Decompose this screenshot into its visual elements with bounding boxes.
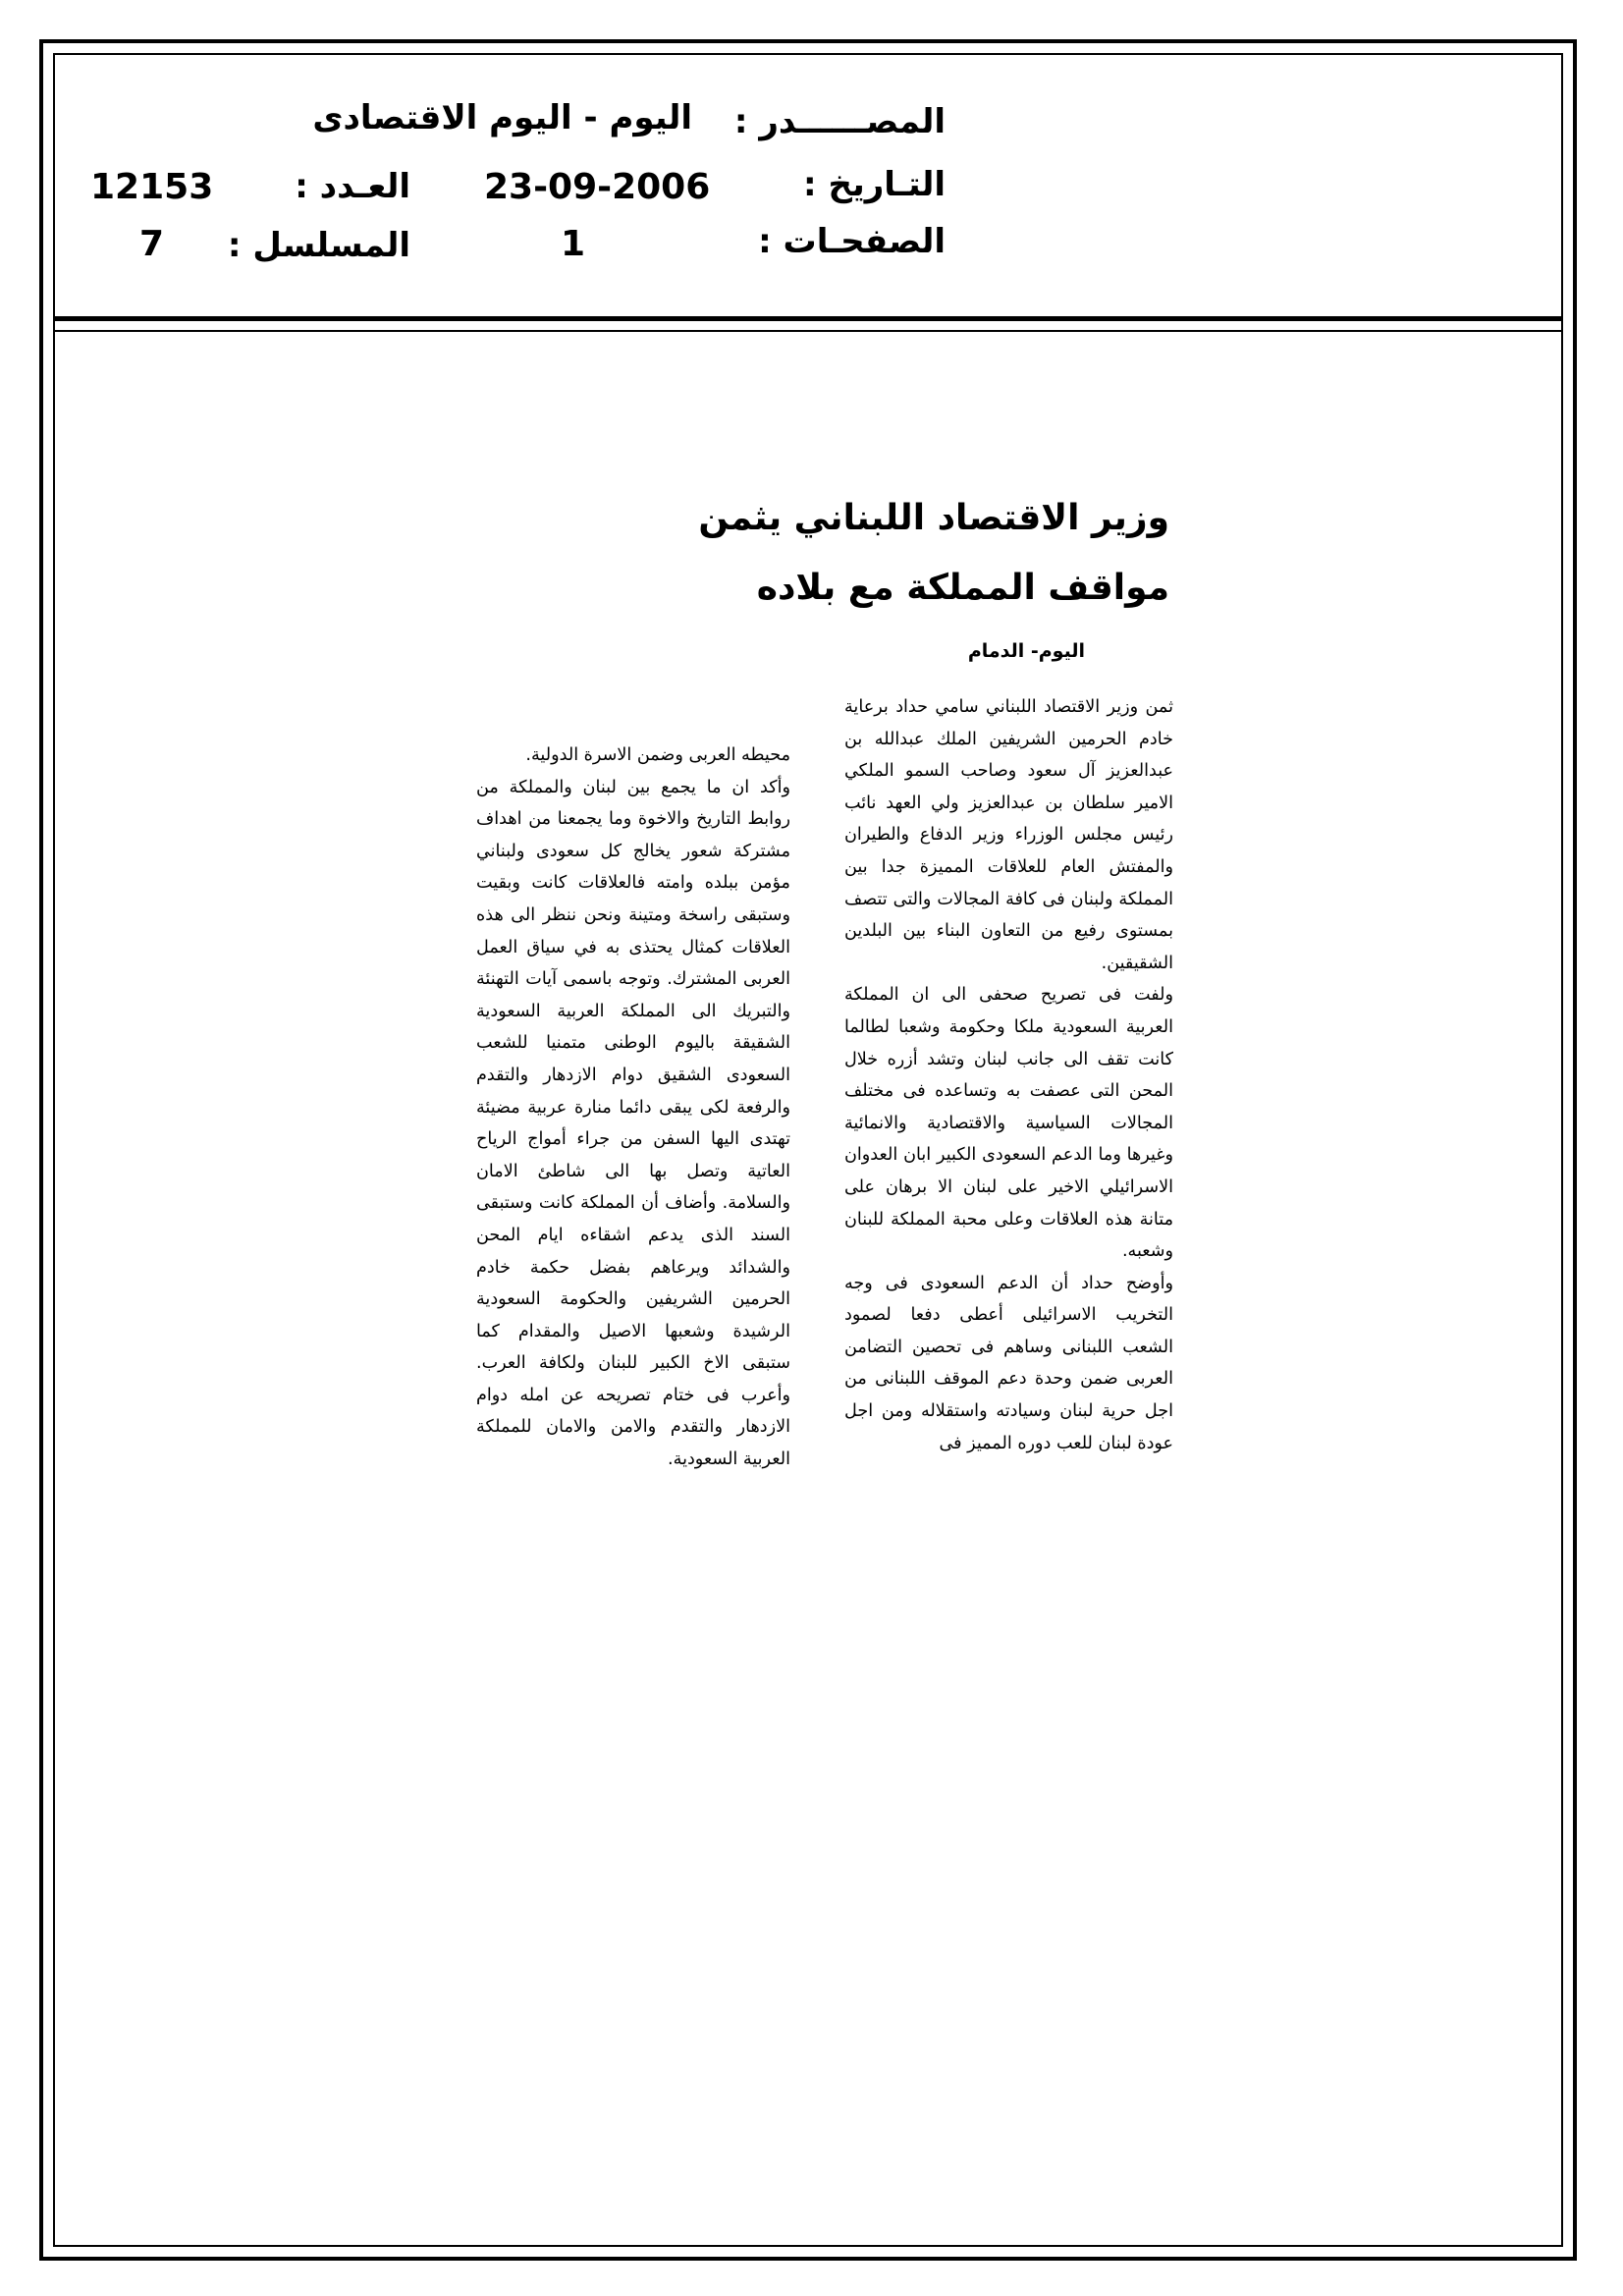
source-label: المصــــــدر : — [733, 102, 946, 141]
article-headline-line-2: مواقف المملكة مع بلاده — [756, 568, 1169, 608]
article-paragraph: محيطه العربى وضمن الاسرة الدولية. — [525, 745, 790, 765]
date-value: 23-09-2006 — [484, 167, 711, 207]
article-paragraph: ثمن وزير الاقتصاد اللبناني سامي حداد برعاية خادم الحرمين الشريفين الملك عبدالله بن عبدالعزيز آل سعود وصاحب السمو الملكي الامير سلطان بن عبدالعزيز ولي العهد نائب رئيس مجلس الوزراء وزير الدفاع والطيران والمفتش العام للعلاقات المميزة جدا بين المملكة ولبنان فى كافة المجالات والتى تتصف بمستوى رفيع من التعاون البناء بين البلدين الشقيقين. — [844, 697, 1173, 973]
date-label: التـاريخ : — [803, 165, 946, 204]
page-inner-border — [53, 53, 1563, 2247]
source-value: اليوم - اليوم الاقتصادى — [312, 98, 692, 137]
article-column-left — [476, 739, 790, 1476]
article-paragraph: ولفت فى تصريح صحفى الى ان المملكة العربية السعودية ملكا وحكومة وشعبا لطالما كانت تقف الى جانب لبنان وتشد أزره خلال المحن التى عصفت به وتساعده فى مختلف المجالات السياسية والاقتصادية والانمائية وغيرها وما الدعم السعودى الكبير ابان العدوان الاسرائيلي الاخير على لبنان الا برهان على متانة هذه العلاقات وعلى محبة المملكة للبنان وشعبه. — [844, 985, 1173, 1262]
article-column-right — [844, 691, 1173, 1459]
pages-label: الصفحـات : — [758, 222, 946, 261]
serial-value: 7 — [139, 224, 165, 264]
serial-label: المسلسل : — [227, 226, 410, 265]
pages-value: 1 — [561, 224, 586, 264]
article-byline: اليوم- الدمام — [967, 640, 1085, 662]
issue-value: 12153 — [90, 167, 214, 207]
article-paragraph: وأوضح حداد أن الدعم السعودى فى وجه التخريب الاسرائيلى أعطى دفعا لصمود الشعب اللبنانى وساهم فى تحصين التضامن العربى ضمن وحدة دعم الموقف اللبنانى من اجل حرية لبنان وسيادته واستقلاله ومن اجل عودة لبنان للعب دوره المميز فى — [844, 1273, 1173, 1453]
header-divider-thick — [53, 316, 1563, 321]
article-paragraph: وأكد ان ما يجمع بين لبنان والمملكة من روابط التاريخ والاخوة وما يجمعنا من اهداف مشتركة شعور يخالج كل سعودى ولبناني مؤمن ببلده وامته فالعلاقات كانت وبقيت وستبقى راسخة ومتينة ونحن ننظر الى هذه العلاقات كمثال يحتذى به في سياق العمل العربى المشترك. وتوجه باسمى آيات التهنئة والتبريك الى المملكة العربية السعودية الشقيقة باليوم الوطنى متمنيا للشعب السعودى الشقيق دوام الازدهار والتقدم والرفعة لكى يبقى دائما منارة عربية مضيئة تهتدى اليها السفن من جراء أمواج الرياح العاتية وتصل بها الى شاطئ الامان والسلامة. وأضاف أن المملكة كانت وستبقى السند الذى يدعم اشقاءه ايام المحن والشدائد ويرعاهم بفضل حكمة خادم الحرمين الشريفين والحكومة السعودية الرشيدة وشعبها الاصيل والمقدام كما ستبقى الاخ الكبير للبنان ولكافة العرب. وأعرب فى ختام تصريحه عن امله دوام الازدهار والتقدم والامن والامان للمملكة العربية السعودية. — [476, 777, 790, 1470]
header-divider-thin — [53, 330, 1563, 332]
issue-label: العـدد : — [295, 167, 410, 206]
article-headline-line-1: وزير الاقتصاد اللبناني يثمن — [698, 498, 1169, 538]
